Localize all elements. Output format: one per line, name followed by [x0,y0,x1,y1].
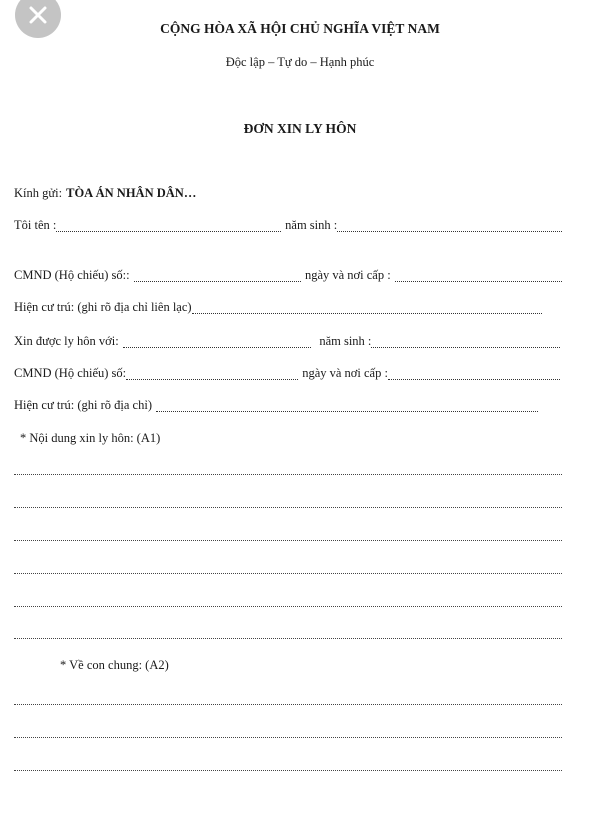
residence-field-2[interactable] [156,411,538,412]
document-title: ĐƠN XIN LY HÔN [243,121,357,136]
id-line-1 [14,268,562,286]
national-title: CỘNG HÒA XÃ HỘI CHỦ NGHĨA VIỆT NAM [160,21,440,36]
name-field[interactable] [56,231,281,232]
a2-line-1[interactable] [14,704,562,705]
residence-line-1 [14,300,542,318]
birth-year-label-2: năm sinh : [319,334,372,348]
a2-line-3[interactable] [14,770,562,771]
section-a1-label: * Nội dung xin ly hôn: (A1) [20,431,161,445]
residence-line-2 [14,398,538,416]
spouse-name-field[interactable] [123,347,312,348]
a1-line-5[interactable] [14,606,562,607]
section-a2-heading [60,658,169,676]
section-a1-heading [20,431,160,449]
id-field-1[interactable] [134,281,301,282]
divorce-with-line [14,334,560,352]
issue-label-1: ngày và nơi cấp : [304,268,391,282]
a1-line-4[interactable] [14,573,562,574]
addressee-line [14,186,314,204]
a1-line-2[interactable] [14,507,562,508]
residence-field-1[interactable] [192,313,542,314]
residence-label-1: Hiện cư trú: (ghi rõ địa chỉ liên lạc) [14,300,192,314]
name-line [14,218,562,236]
residence-label-2: Hiện cư trú: (ghi rõ địa chỉ) [14,398,152,412]
a1-line-6[interactable] [14,638,562,639]
birth-year-field-2[interactable] [371,347,560,348]
birth-year-label: năm sinh : [285,218,338,232]
section-a2-label: * Về con chung: (A2) [60,658,169,672]
id-field-2[interactable] [126,379,298,380]
id-label-2: CMND (Hộ chiếu) số: [14,366,127,380]
addressee-label: Kính gửi: [14,186,63,200]
issue-label-2: ngày và nơi cấp : [302,366,388,380]
id-label-1: CMND (Hộ chiếu) số:: [14,268,130,282]
issue-field-2[interactable] [388,379,560,380]
a1-line-3[interactable] [14,540,562,541]
a1-line-1[interactable] [14,474,562,475]
id-line-2 [14,366,560,384]
name-label: Tôi tên : [14,218,57,232]
addressee-value: TÒA ÁN NHÂN DÂN… [66,186,197,200]
divorce-with-label: Xin được ly hôn với: [14,334,119,348]
issue-field-1[interactable] [395,281,562,282]
a2-line-2[interactable] [14,737,562,738]
birth-year-field[interactable] [337,231,562,232]
motto: Độc lập – Tự do – Hạnh phúc [225,55,375,69]
